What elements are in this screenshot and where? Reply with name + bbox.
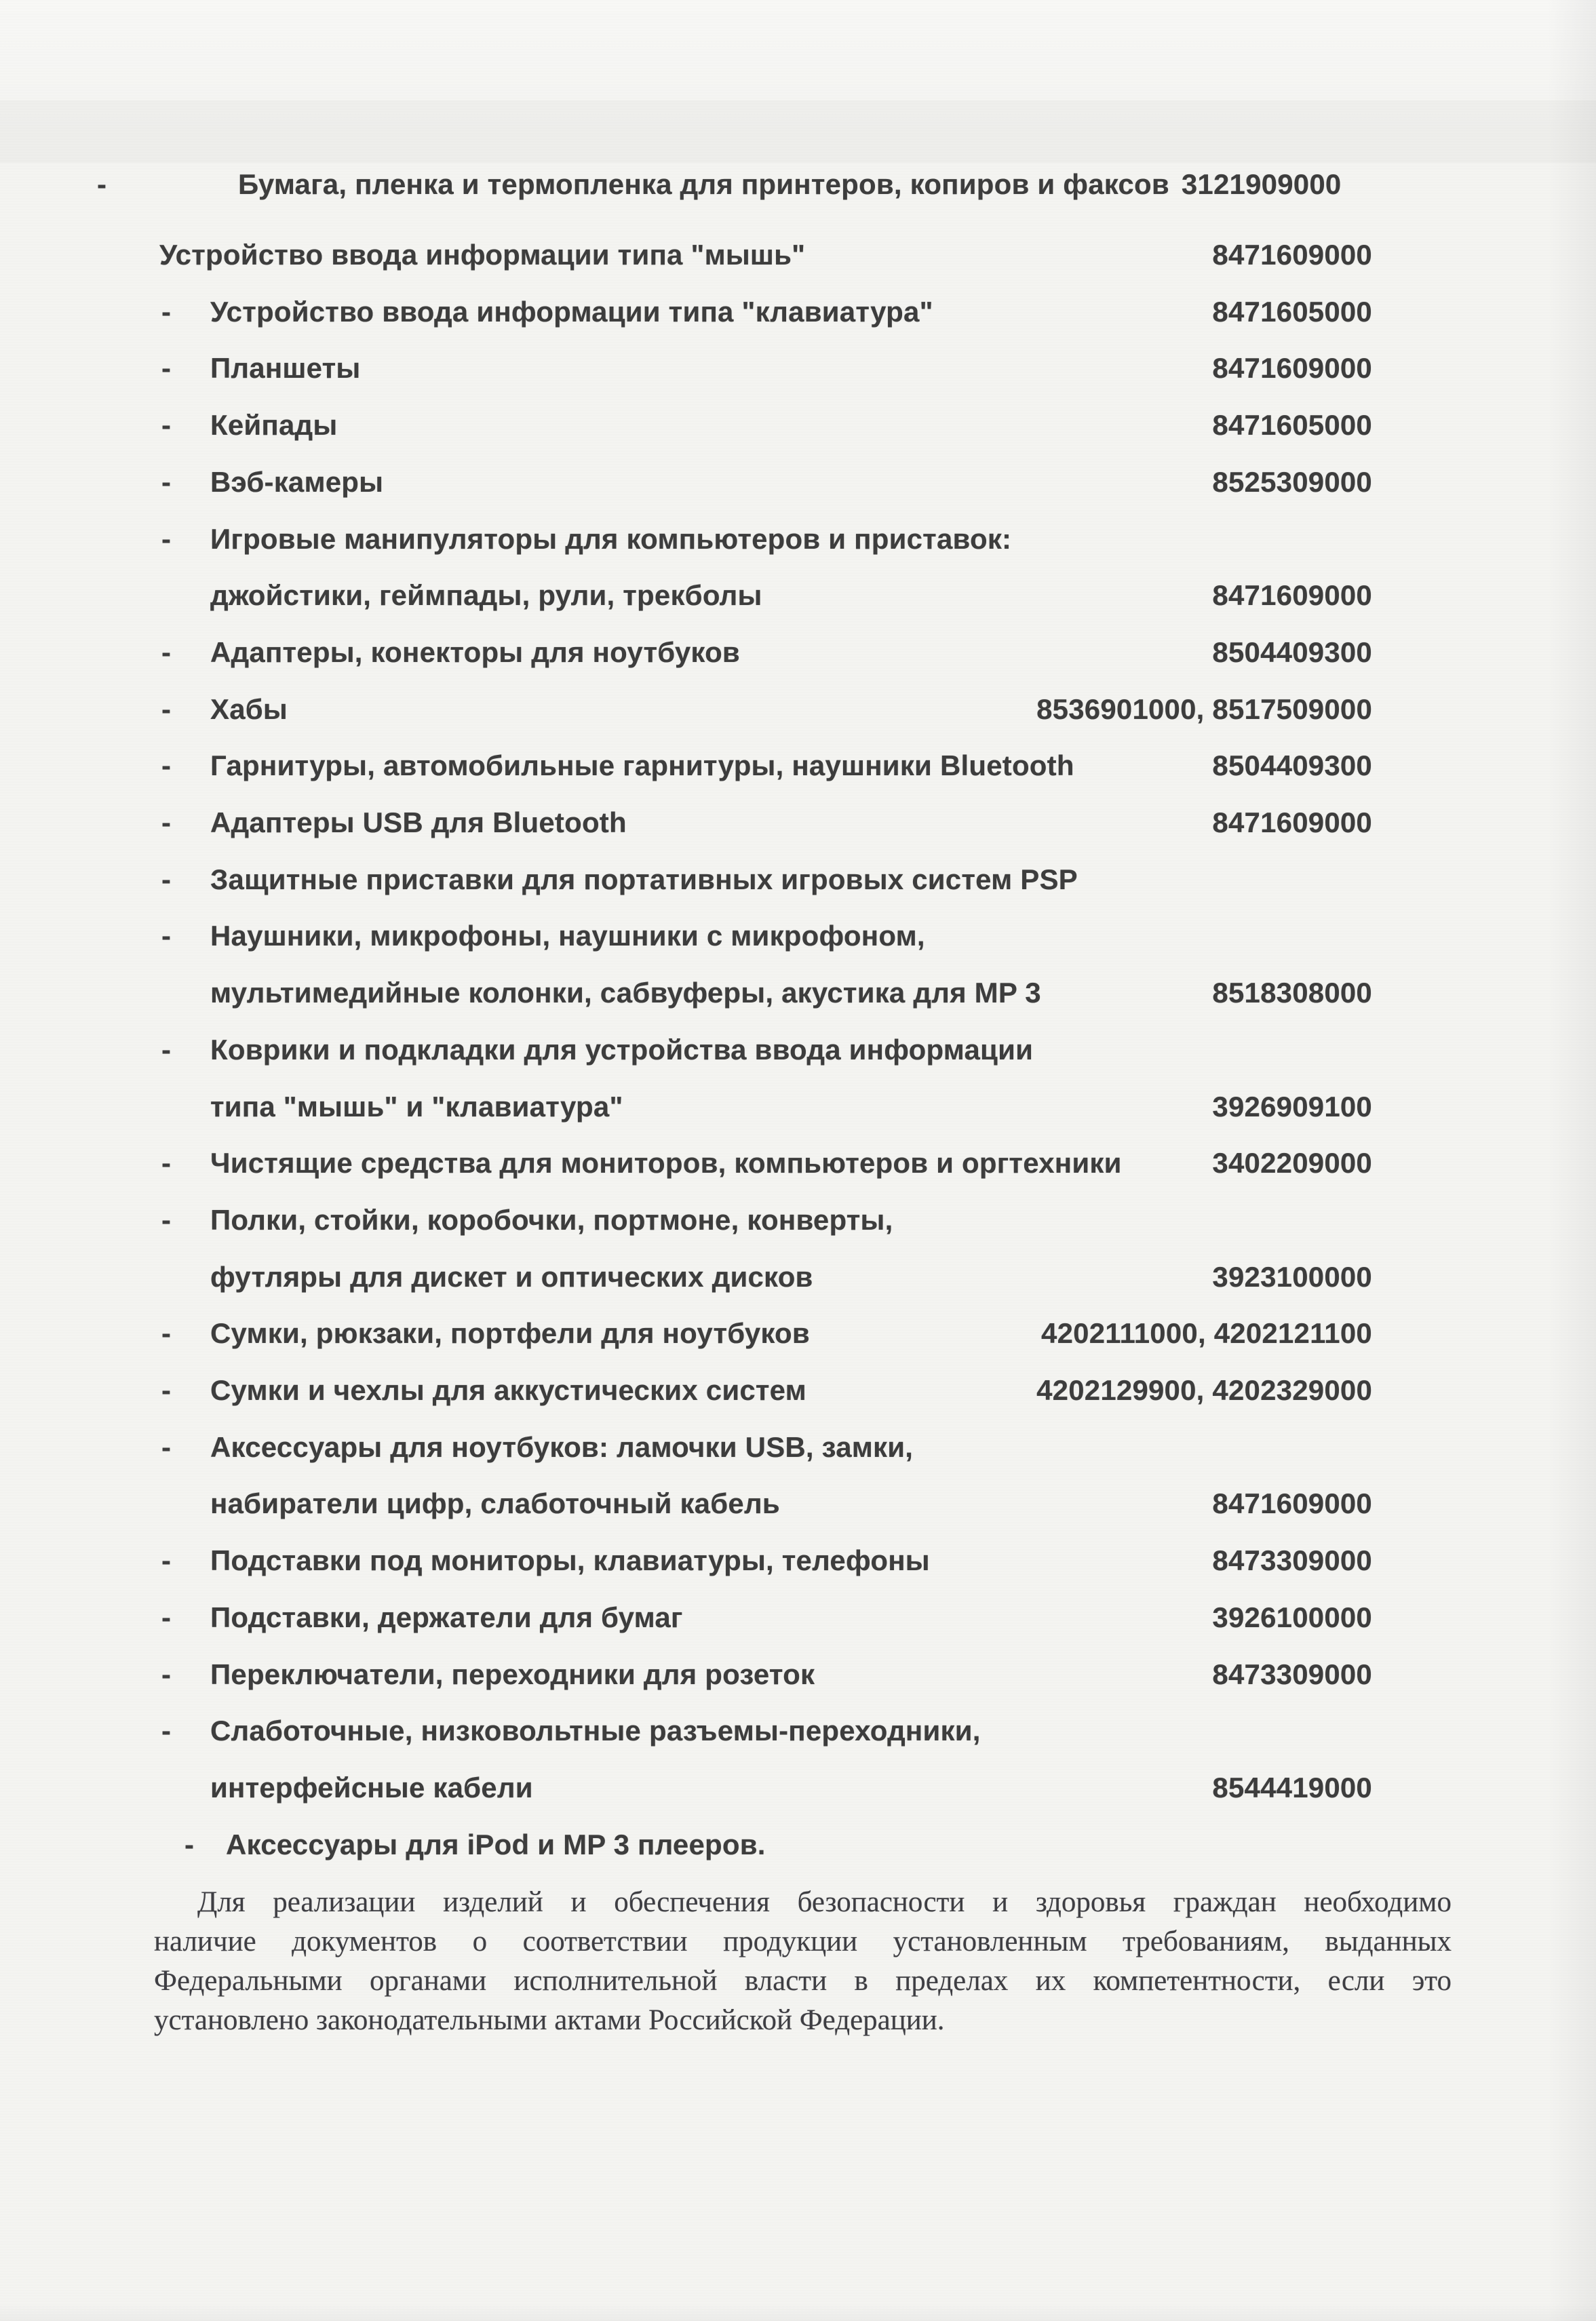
list-item (0, 1146, 1596, 1188)
paragraph-line: Федеральными органами исполнительной власти в пределах их компетентности, если это (154, 1965, 1452, 1997)
list-item (0, 167, 1596, 209)
bullet-dash: - (161, 1601, 172, 1633)
item-label: набиратели цифр, слаботочный кабель (210, 1487, 780, 1519)
list-item (0, 1486, 1596, 1528)
item-label: джойстики, геймпады, рули, трекболы (210, 579, 762, 611)
list-item (0, 1260, 1596, 1302)
item-label: Аксессуары для ноутбуков: ламочки USB, замки, (210, 1431, 914, 1463)
paragraph-line: Для реализации изделий и обеспечения безопасности и здоровья граждан необходимо (197, 1886, 1452, 1918)
item-label: Адаптеры, конекторы для ноутбуков (210, 636, 740, 668)
bullet-dash: - (161, 1431, 172, 1463)
item-code: 8471609000 (1212, 239, 1372, 271)
item-label: типа "мышь" и "клавиатура" (210, 1091, 623, 1123)
item-label: Коврики и подкладки для устройства ввода информации (210, 1034, 1034, 1066)
item-label: Сумки, рюкзаки, портфели для ноутбуков (210, 1317, 810, 1349)
bullet-dash: - (161, 523, 172, 555)
list-item (0, 1089, 1596, 1131)
item-code: 8473309000 (1212, 1658, 1372, 1690)
footer-paragraph (154, 1883, 1452, 2040)
list-item (0, 805, 1596, 847)
item-label: Подставки, держатели для бумаг (210, 1601, 683, 1633)
item-code: 3402209000 (1212, 1147, 1372, 1179)
list-item (0, 237, 1596, 279)
list-item (0, 862, 1596, 904)
list-item (0, 408, 1596, 450)
item-label: Наушники, микрофоны, наушники с микрофоном, (210, 920, 925, 952)
bullet-dash: - (97, 168, 107, 200)
list-item (0, 918, 1596, 960)
item-label: Планшеты (210, 352, 361, 384)
item-code: 8473309000 (1212, 1544, 1372, 1576)
list-item (0, 294, 1596, 336)
item-label: Аксессуары для iPod и MP 3 плееров. (226, 1829, 766, 1860)
bullet-dash: - (161, 920, 172, 952)
item-label: интерфейсные кабели (210, 1772, 533, 1803)
item-code: 8504409300 (1212, 636, 1372, 668)
list-item (0, 465, 1596, 507)
bullet-dash: - (161, 296, 172, 328)
list-item (0, 351, 1596, 393)
item-label: Слаботочные, низковольтные разъемы-переходники, (210, 1715, 981, 1747)
item-code: 8471609000 (1212, 1487, 1372, 1519)
item-code: 3926909100 (1212, 1091, 1372, 1123)
item-code: 8518308000 (1212, 977, 1372, 1009)
item-label: Защитные приставки для портативных игровых систем PSP (210, 863, 1078, 895)
bullet-dash: - (161, 636, 172, 668)
item-label: футляры для дискет и оптических дисков (210, 1261, 813, 1293)
item-label: Кейпады (210, 409, 338, 441)
list-item (0, 1430, 1596, 1472)
item-label: Чистящие средства для мониторов, компьютеров и оргтехники (210, 1147, 1122, 1179)
paragraph-line: наличие документов о соответствии продукции установленным требованиям, выданных (154, 1926, 1452, 1957)
item-code: 8544419000 (1212, 1772, 1372, 1803)
bullet-dash: - (161, 1204, 172, 1236)
bullet-dash: - (161, 352, 172, 384)
list-item (0, 1032, 1596, 1074)
item-label: Хабы (210, 693, 288, 725)
bullet-dash: - (161, 466, 172, 498)
list-item (0, 1713, 1596, 1755)
item-code: 8525309000 (1212, 466, 1372, 498)
bullet-dash: - (161, 749, 172, 781)
item-code: 8536901000, 8517509000 (1036, 693, 1372, 725)
item-label: Бумага, пленка и термопленка для принтеров, копиров и факсов (238, 168, 1169, 200)
item-code: 4202111000, 4202121100 (1041, 1317, 1372, 1349)
item-label: Подставки под мониторы, клавиатуры, телефоны (210, 1544, 930, 1576)
bullet-dash: - (184, 1829, 195, 1860)
bullet-dash: - (161, 1147, 172, 1179)
item-code: 3926100000 (1212, 1601, 1372, 1633)
list-item (0, 975, 1596, 1017)
bullet-dash: - (161, 806, 172, 838)
list-item (0, 578, 1596, 620)
item-label: Сумки и чехлы для аккустических систем (210, 1374, 806, 1406)
item-code: 8471605000 (1212, 409, 1372, 441)
list-item (0, 748, 1596, 790)
item-code: 3923100000 (1212, 1261, 1372, 1293)
paragraph-line: установлено законодательными актами Российской Федерации. (154, 2004, 945, 2036)
item-label: Игровые манипуляторы для компьютеров и приставок: (210, 523, 1012, 555)
item-code: 8471609000 (1212, 352, 1372, 384)
item-label: Переключатели, переходники для розеток (210, 1658, 815, 1690)
list-item (0, 692, 1596, 734)
item-label: Полки, стойки, коробочки, портмоне, конверты, (210, 1204, 893, 1236)
bullet-dash: - (161, 1715, 172, 1747)
list-item (0, 635, 1596, 677)
item-code: 8504409300 (1212, 749, 1372, 781)
bullet-dash: - (161, 693, 172, 725)
item-code: 8471609000 (1212, 579, 1372, 611)
bullet-dash: - (161, 1658, 172, 1690)
item-code: 8471609000 (1212, 806, 1372, 838)
item-label: Устройство ввода информации типа "мышь" (159, 239, 806, 271)
list-item (0, 522, 1596, 564)
list-item (0, 1203, 1596, 1245)
list-item (0, 1770, 1596, 1812)
list-item (0, 1543, 1596, 1585)
list-item (0, 1827, 1596, 1869)
bullet-dash: - (161, 863, 172, 895)
item-code: 4202129900, 4202329000 (1036, 1374, 1372, 1406)
list-item (0, 1600, 1596, 1642)
bullet-dash: - (161, 1034, 172, 1066)
item-code: 8471605000 (1212, 296, 1372, 328)
list-item (0, 1373, 1596, 1415)
bullet-dash: - (161, 409, 172, 441)
list-item (0, 1316, 1596, 1358)
bullet-dash: - (161, 1544, 172, 1576)
item-label: Устройство ввода информации типа "клавиатура" (210, 296, 933, 328)
item-label: Вэб-камеры (210, 466, 384, 498)
bullet-dash: - (161, 1374, 172, 1406)
list-item (0, 1657, 1596, 1699)
item-code: 3121909000 (1181, 168, 1342, 200)
item-label: мультимедийные колонки, сабвуферы, акустика для MP 3 (210, 977, 1041, 1009)
item-label: Адаптеры USB для Bluetooth (210, 806, 627, 838)
item-label: Гарнитуры, автомобильные гарнитуры, наушники Bluetooth (210, 749, 1074, 781)
bullet-dash: - (161, 1317, 172, 1349)
